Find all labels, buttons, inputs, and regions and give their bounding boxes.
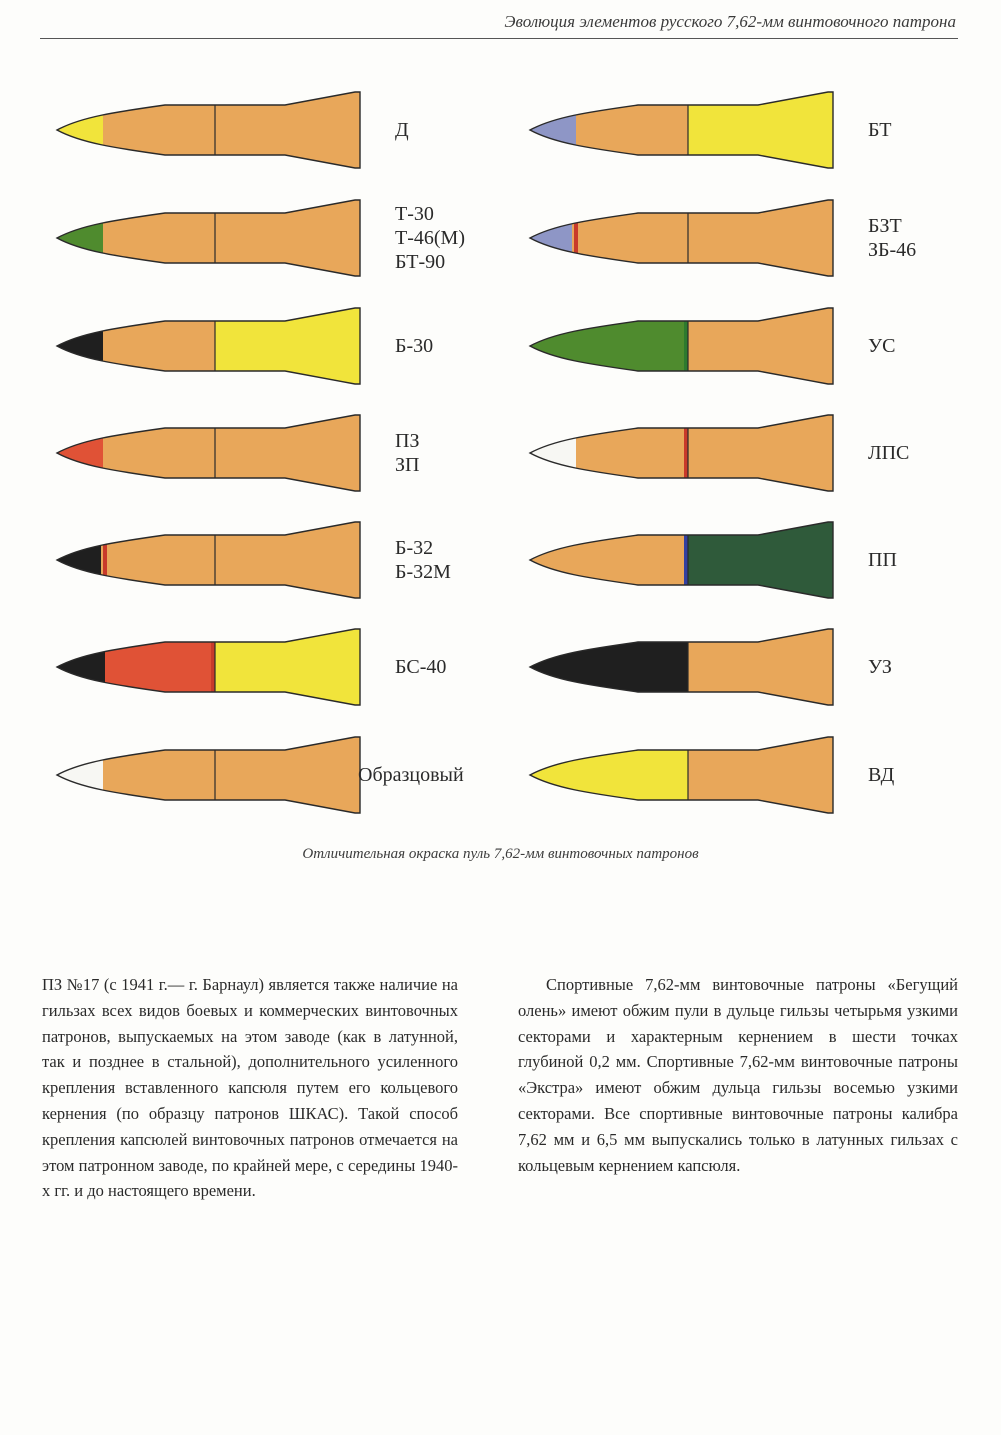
- bullet-tip: [55, 198, 103, 278]
- bullet-stripe: [574, 198, 578, 278]
- bullet-right-3: [528, 306, 838, 386]
- bullet-tip: [528, 735, 688, 815]
- bullet-case: [688, 90, 838, 170]
- bullet-label-line: УЗ: [868, 656, 892, 678]
- bullet-tip: [528, 90, 576, 170]
- bullet-label-line: Б-32: [395, 537, 434, 559]
- bullet-tip: [55, 413, 103, 493]
- bullet-case: [688, 627, 838, 707]
- bullet-label-line: ПП: [868, 549, 897, 571]
- body-text-left-column: ПЗ №17 (с 1941 г.— г. Барнаул) является также наличие на гильзах всех видов боевых и коммерческих винтовочных патронов, выпускаемых на этом заводе (как в латунной, так и позднее в стальной), дополнительного усиленного крепления вставленного капсюля путем его кольцевого кернения (по образцу патронов ШКАС). Такой способ крепления капсюлей винтовочных патронов отмечается на этом патронном заводе, по крайней мере, с середины 1940-х гг. и до настоящего времени.: [42, 975, 458, 1201]
- bullet-label-line: ПЗ: [395, 430, 420, 452]
- bullet-label-line: ЗП: [395, 454, 420, 476]
- bullet-label-line: БТ: [868, 119, 892, 141]
- bullet-right-2: [528, 198, 838, 278]
- bullet-label-left-4: [395, 429, 419, 477]
- bullet-label-left-5: [395, 536, 451, 584]
- bullet-label-left-2: [395, 202, 465, 274]
- bullet-tip: [55, 90, 103, 170]
- bullet-case: [688, 413, 838, 493]
- bullet-case: [215, 306, 365, 386]
- bullet-label-right-3: [868, 334, 896, 358]
- body-text-right-column: Спортивные 7,62-мм винтовочные патроны «Бегущий олень» имеют обжим пули в дульце гильзы четырьмя узкими секторами и характерным кернением в шести точках глубиной 0,2 мм. Спортивные 7,62-мм винтовочные патроны «Экстра» имеют обжим дульца гильзы восемью узкими секторами. Все спортивные винтовочные патроны калибра 7,62 мм и 6,5 мм выпускались только в латунных гильзах с кольцевым кернением капсюля.: [518, 975, 958, 1175]
- header-title: Эволюция элементов русского 7,62-мм винтовочного патрона: [504, 12, 956, 31]
- bullet-label-right-2: [868, 214, 916, 262]
- bullet-label-line: Образцовый: [358, 764, 464, 786]
- bullet-label-left-1: [395, 118, 409, 142]
- bullet-tip: [55, 735, 103, 815]
- figure-caption: Отличительная окраска пуль 7,62-мм винтовочных патронов: [302, 846, 699, 862]
- bullet-case: [215, 413, 365, 493]
- bullet-label-line: ЗБ-46: [868, 239, 917, 261]
- bullet-tip: [528, 198, 572, 278]
- bullet-case: [215, 90, 365, 170]
- bullet-right-1: [528, 90, 838, 170]
- bullet-left-5: [55, 520, 365, 600]
- bullet-tip: [528, 413, 576, 493]
- bullet-label-right-4: [868, 441, 909, 465]
- bullet-left-4: [55, 413, 365, 493]
- bullet-case: [688, 198, 838, 278]
- bullet-label-right-7: [868, 763, 894, 787]
- bullet-left-2: [55, 198, 365, 278]
- bullet-tip: [55, 306, 103, 386]
- bullet-label-line: БС-40: [395, 656, 447, 678]
- bullet-label-line: Д: [395, 119, 409, 141]
- bullet-case: [688, 520, 838, 600]
- bullet-label-line: ВД: [868, 764, 895, 786]
- bullet-case: [215, 627, 365, 707]
- bullet-case: [215, 735, 365, 815]
- bullet-label-left-7: [358, 763, 464, 787]
- bullet-label-right-5: [868, 548, 897, 572]
- bullet-right-6: [528, 627, 838, 707]
- bullet-label-right-1: [868, 118, 891, 142]
- bullet-label-line: Б-30: [395, 335, 434, 357]
- bullet-stripe: [103, 520, 107, 600]
- bullet-left-7: [55, 735, 365, 815]
- bullet-label-line: БТ-90: [395, 251, 446, 273]
- bullet-right-4: [528, 413, 838, 493]
- bullet-left-1: [55, 90, 365, 170]
- bullet-label-line: УС: [868, 335, 896, 357]
- bullet-case: [215, 198, 365, 278]
- bullet-case: [688, 306, 838, 386]
- bullet-tip: [528, 306, 688, 386]
- bullet-case: [215, 520, 365, 600]
- bullet-left-3: [55, 306, 365, 386]
- bullet-tip: [528, 627, 688, 707]
- bullet-label-line: ЛПС: [868, 442, 910, 464]
- bullet-label-left-3: [395, 334, 433, 358]
- bullet-left-6: [55, 627, 365, 707]
- bullet-right-5: [528, 520, 838, 600]
- bullet-right-7: [528, 735, 838, 815]
- bullet-tip: [55, 627, 105, 707]
- bullet-label-line: Б-32М: [395, 561, 451, 583]
- bullet-tip: [55, 520, 101, 600]
- bullet-case: [688, 735, 838, 815]
- bullet-label-left-6: [395, 655, 446, 679]
- bullet-label-line: Т-46(М): [395, 227, 465, 249]
- bullet-label-line: БЗТ: [868, 215, 902, 237]
- bullet-label-line: Т-30: [395, 203, 434, 225]
- bullet-label-right-6: [868, 655, 892, 679]
- bullet-tip: [528, 520, 576, 600]
